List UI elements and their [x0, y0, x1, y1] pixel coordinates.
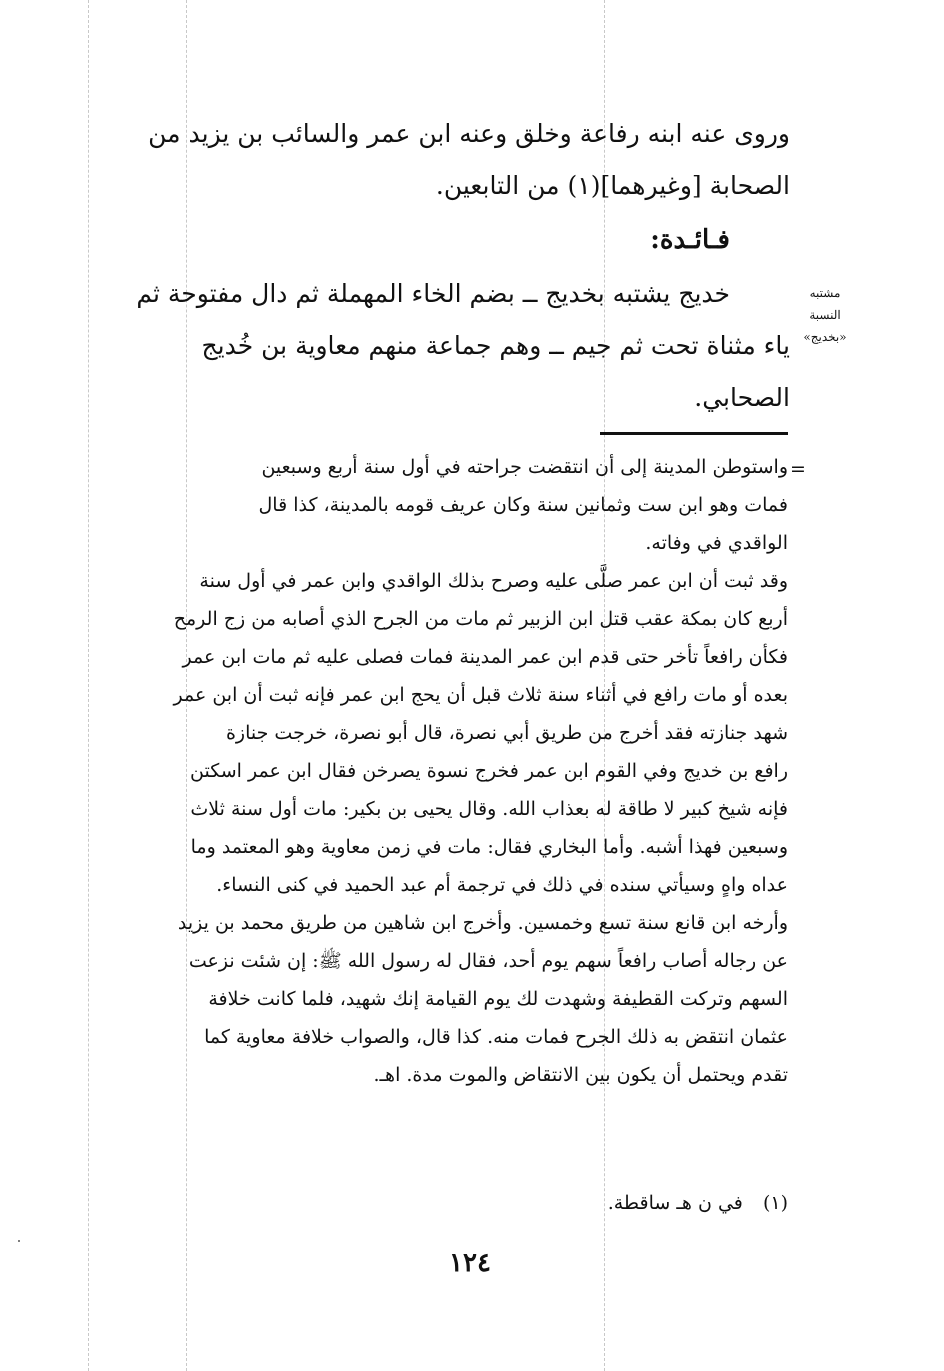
- footnote-line: عن رجاله أصاب رافعاً سهم يوم أحد، فقال له رسول الله ﷺ: إن شئت نزعت: [188, 950, 788, 972]
- footnote-line: فكأن رافعاً تأخر حتى قدم ابن عمر المدينة فمات فصلى عليه ثم مات ابن عمر: [182, 646, 788, 668]
- benefit-line: الصحابي.: [694, 383, 790, 412]
- main-line: الصحابة [وغيرهما](١) من التابعين.: [435, 171, 790, 200]
- main-paragraph: [110, 108, 790, 212]
- margin-note: [796, 282, 854, 348]
- footnote-line: واستوطن المدينة إلى أن انتقضت جراحته في أول سنة أربع وسبعين: [261, 456, 788, 478]
- benefit-line: ياء مثناة تحت ثم جيم ــ وهم جماعة منهم معاوية بن خُديج: [201, 331, 790, 360]
- footnote-line: فمات وهو ابن ست وثمانين سنة وكان عريف قومه بالمدينة، كذا قال: [258, 494, 788, 516]
- footnote-line: وقد ثبت أن ابن عمر صلَّى عليه وصرح بذلك الواقدي وابن عمر في أول سنة: [199, 570, 788, 592]
- footnote-separator: [600, 432, 788, 435]
- margin-note-line: «بخديج»: [803, 330, 847, 344]
- margin-note-line: مشتبه النسبة: [809, 286, 841, 322]
- page-number: ١٢٤: [449, 1248, 491, 1278]
- continued-footnote: [112, 448, 788, 1094]
- footnote-line: فإنه شيخ كبير لا طاقة له بعذاب الله. وقال يحيى بن بكير: مات أول سنة ثلاث: [190, 798, 788, 820]
- footnote-text: في ن هـ ساقطة.: [607, 1192, 743, 1214]
- footnote-line: بعده أو مات رافع في أثناء سنة ثلاث قبل أن يحج ابن عمر فإنه ثبت أن ابن عمر: [173, 684, 788, 706]
- footnote-line: وأرخه ابن قانع سنة تسع وخمسين. وأخرج ابن شاهين من طريق محمد بن يزيد: [177, 912, 788, 934]
- footnote-line: وسبعين فهذا أشبه. وأما البخاري فقال: مات في زمن معاوية وهو المعتمد وما: [190, 836, 788, 858]
- section-heading: فـائـدة:: [650, 225, 730, 255]
- main-line: وروى عنه ابنه رفاعة وخلق وعنه ابن عمر والسائب بن يزيد من: [148, 119, 790, 148]
- footnote-line: شهد جنازته فقد أخرج من طريق أبي نصرة، قال أبو نصرة، خرجت جنازة: [225, 722, 788, 744]
- footnote-line: رافع بن خديج وفي القوم ابن عمر فخرج نسوة يصرخن فقال ابن عمر اسكتن: [190, 760, 788, 782]
- footnote-line: السهم وتركت القطيفة وشهدت لك يوم القيامة إنك شهيد، فلما كانت خلافة: [208, 988, 788, 1010]
- footnote-marker: (١): [762, 1192, 788, 1214]
- footnote-line: عثمان انتقض به ذلك الجرح فمات منه. كذا قال، والصواب خلافة معاوية كما: [204, 1026, 788, 1048]
- benefit-paragraph: [110, 268, 790, 424]
- footnote-line: عداه واهٍ وسيأتي سنده في ذلك في ترجمة أم عبد الحميد في كنى النساء.: [216, 874, 788, 896]
- scan-artifact-dot: [18, 1240, 20, 1242]
- footnote-line: الواقدي في وفاته.: [645, 532, 788, 554]
- scan-artifact-line: [88, 0, 89, 1371]
- footnote-line: أربع كان بمكة عقب قتل ابن الزبير ثم مات من الجرح الذي أصابه من زج الرمح: [173, 608, 788, 630]
- continuation-mark: =: [790, 458, 806, 480]
- footnote-line: تقدم ويحتمل أن يكون بين الانتقاض والموت مدة. اهـ.: [373, 1064, 788, 1086]
- benefit-line: خديج يشتبه بخديج ــ بضم الخاء المهملة ثم دال مفتوحة ثم: [136, 279, 730, 308]
- footnote: [112, 1184, 788, 1222]
